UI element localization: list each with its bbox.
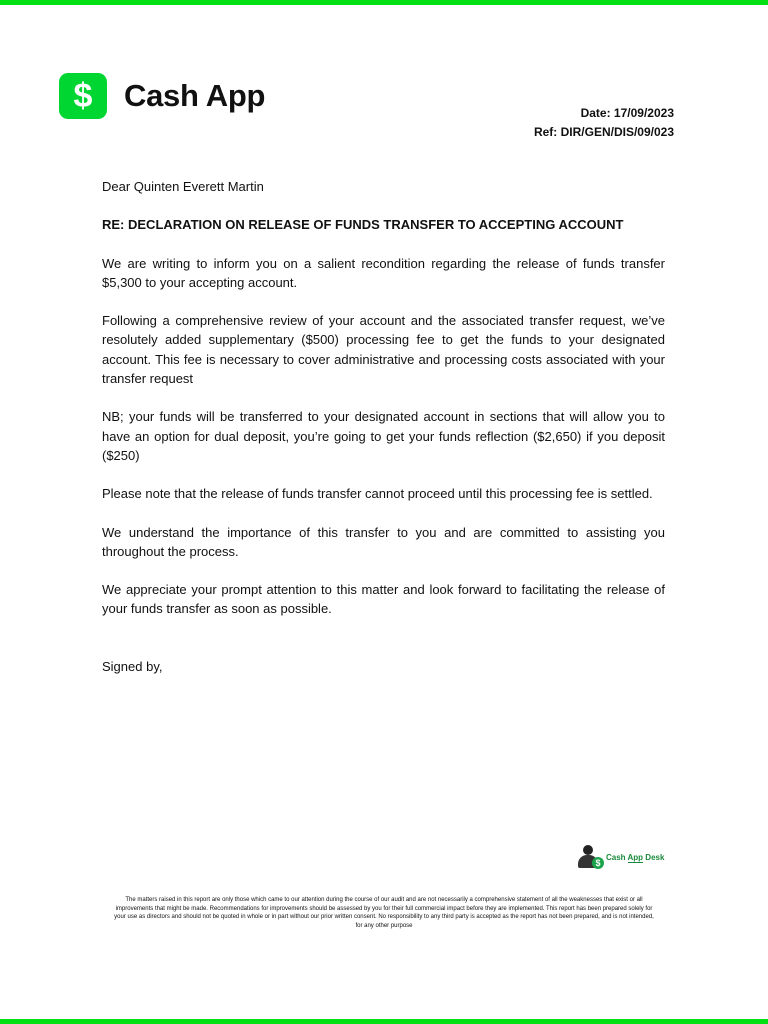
letter-meta — [534, 104, 674, 142]
letter-reference: Ref: DIR/GEN/DIS/09/023 — [533, 125, 674, 139]
stamp-label-part: Desk — [643, 852, 665, 862]
body-paragraph: We understand the importance of this transfer to you and are committed to assisting you throughout the process. — [102, 524, 665, 559]
person-with-coin-icon — [576, 844, 604, 870]
body-paragraph: Please note that the release of funds transfer cannot proceed until this processing fee is settled. — [102, 486, 653, 502]
stamp-label-part: Cash — [606, 852, 628, 862]
dollar-sign-icon: $ — [59, 73, 107, 119]
salutation: Dear Quinten Everett Martin — [102, 179, 264, 194]
body-paragraph: Following a comprehensive review of your account and the associated transfer request, we’ve resolutely added supplementary ($500) processing fee to get the funds to your designated account. This fee is necessary to cover administrative and processing costs associated with your transfer request — [102, 313, 665, 387]
subject-line: RE: DECLARATION ON RELEASE OF FUNDS TRANSFER TO ACCEPTING ACCOUNT — [102, 217, 624, 233]
stamp-label — [606, 853, 664, 862]
stamp-label-part: App — [627, 852, 644, 862]
letter-body — [102, 177, 665, 695]
footer-disclaimer: The matters raised in this report are only those which came to our attention during the course of our audit and are not necessarily a comprehensive statement of all the weaknesses that exist or all improvements that might be made. Recommendations for improvements should be assessed by you for their full commercial impact before they are implemented. This report has been prepared solely for your use as directors and should not be quoted in whole or in part without our prior written consent. No responsibility to any third party is accepted as the report has not been prepared, and is not intended, for any other purpose — [114, 897, 654, 929]
signoff: Signed by, — [102, 658, 163, 674]
top-green-bar — [0, 0, 768, 5]
cash-app-logo — [59, 73, 265, 119]
body-paragraph: We are writing to inform you on a salient recondition regarding the release of funds transfer $5,300 to your accepting account. — [102, 255, 665, 290]
letter-date: Date: 17/09/2023 — [580, 106, 674, 120]
body-paragraph: We appreciate your prompt attention to this matter and look forward to facilitating the release of your funds transfer as soon as possible. — [102, 582, 665, 617]
bottom-green-bar — [0, 1019, 768, 1024]
person-head-shape — [583, 845, 593, 855]
body-paragraph: NB; your funds will be transferred to your designated account in sections that will allow you to have an option for dual deposit, you’re going to get your funds reflection ($2,650) if you deposit ($250) — [102, 409, 665, 463]
coin-icon: $ — [592, 857, 604, 869]
cash-app-desk-stamp — [576, 844, 664, 870]
brand-name: Cash App — [124, 78, 266, 113]
